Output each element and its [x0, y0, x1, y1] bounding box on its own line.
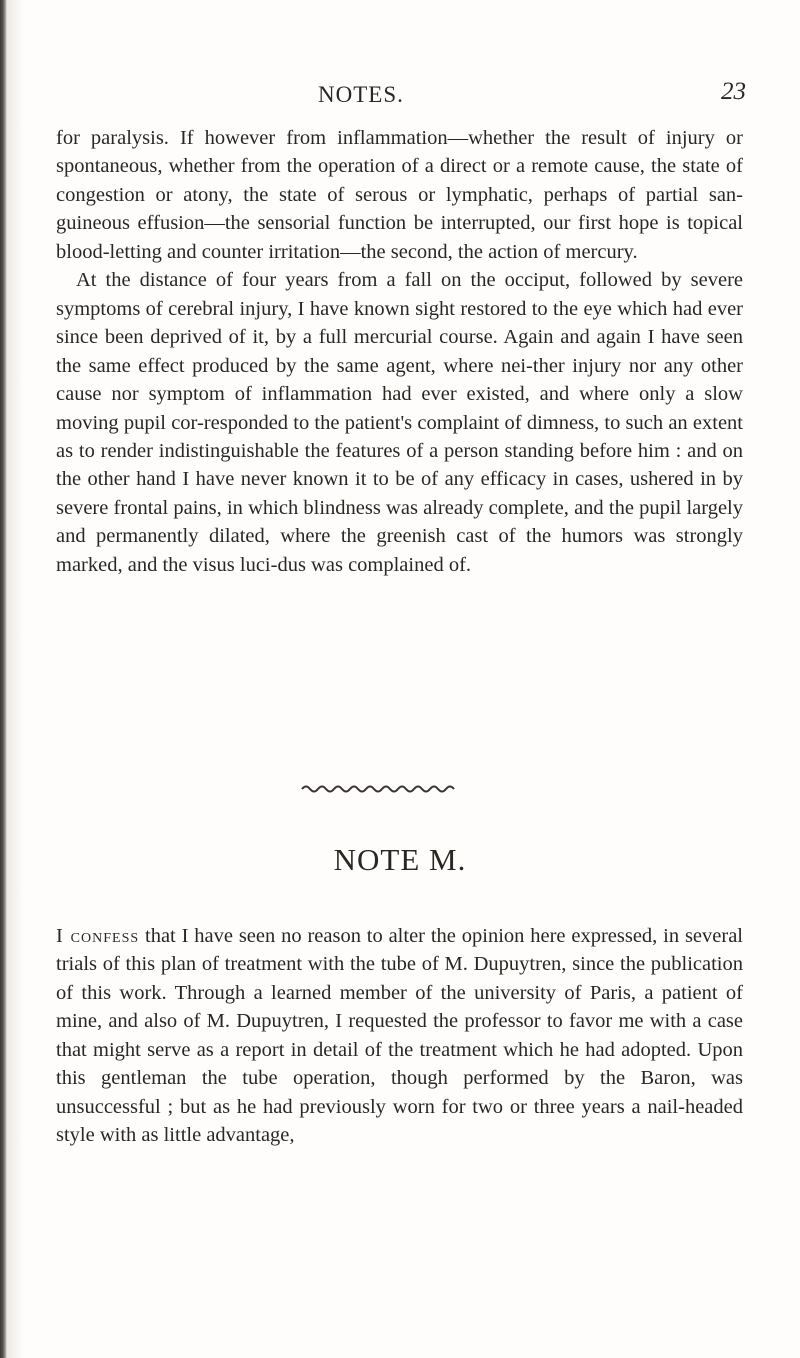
note-m-text-block	[56, 922, 743, 1150]
page-binding-shadow	[7, 0, 23, 1358]
paragraph-2: At the distance of four years from a fall on the occiput, followed by severe symptoms of cerebral injury, I have known sight restored to the eye which had ever since been deprived of it, by a full mercurial course. Again and again I have seen the same effect produced by the same agent, where nei-ther injury nor any other cause nor symptom of inflammation had ever existed, and where only a slow moving pupil cor-responded to the patient's complaint of dimness, to such an extent as to render indistinguishable the features of a person standing before him : and on the other hand I have never known it to be of any efficacy in cases, ushered in by severe frontal pains, in which blindness was already complete, and the pupil largely and permanently dilated, where the greenish cast of the humors was strongly marked, and the visus luci-dus was complained of.	[56, 269, 743, 576]
note-heading: NOTE M.	[333, 842, 467, 877]
running-head	[0, 78, 800, 112]
page-number: 23	[721, 78, 746, 105]
ornamental-rule	[300, 782, 460, 796]
notes-text-block	[56, 124, 743, 579]
page-binding-edge	[0, 0, 7, 1358]
note-m-paragraph	[56, 922, 743, 1150]
note-m-text: that I have seen no reason to alter the opinion here expressed, in several trials of this plan of treatment with the tube of M. Dupuytren, since the publication of this work. Through a learned member of the university of Paris, a patient of mine, and also of M. Dupuytren, I requested the professor to favor me with a case that might serve as a report in detail of the treatment which he had adopted. Upon this gentleman the tube operation, though performed by the Baron, was unsuccessful ; but as he had previously worn for two or three years a nail-headed style with as little advantage,	[56, 925, 744, 1147]
paragraph-1: for paralysis. If however from inflammation—whether the result of injury or spontaneous, whether from the operation of a direct or a remote cause, the state of congestion or atony, the state of serous or lymphatic, perhaps of partial san-guineous effusion—the sensorial function be interrupted, our first hope is topical blood-letting and counter irritation—the second, the action of mercury.	[56, 127, 743, 263]
running-title: NOTES.	[318, 82, 404, 107]
note-m-lead-word: I confess	[56, 925, 140, 947]
